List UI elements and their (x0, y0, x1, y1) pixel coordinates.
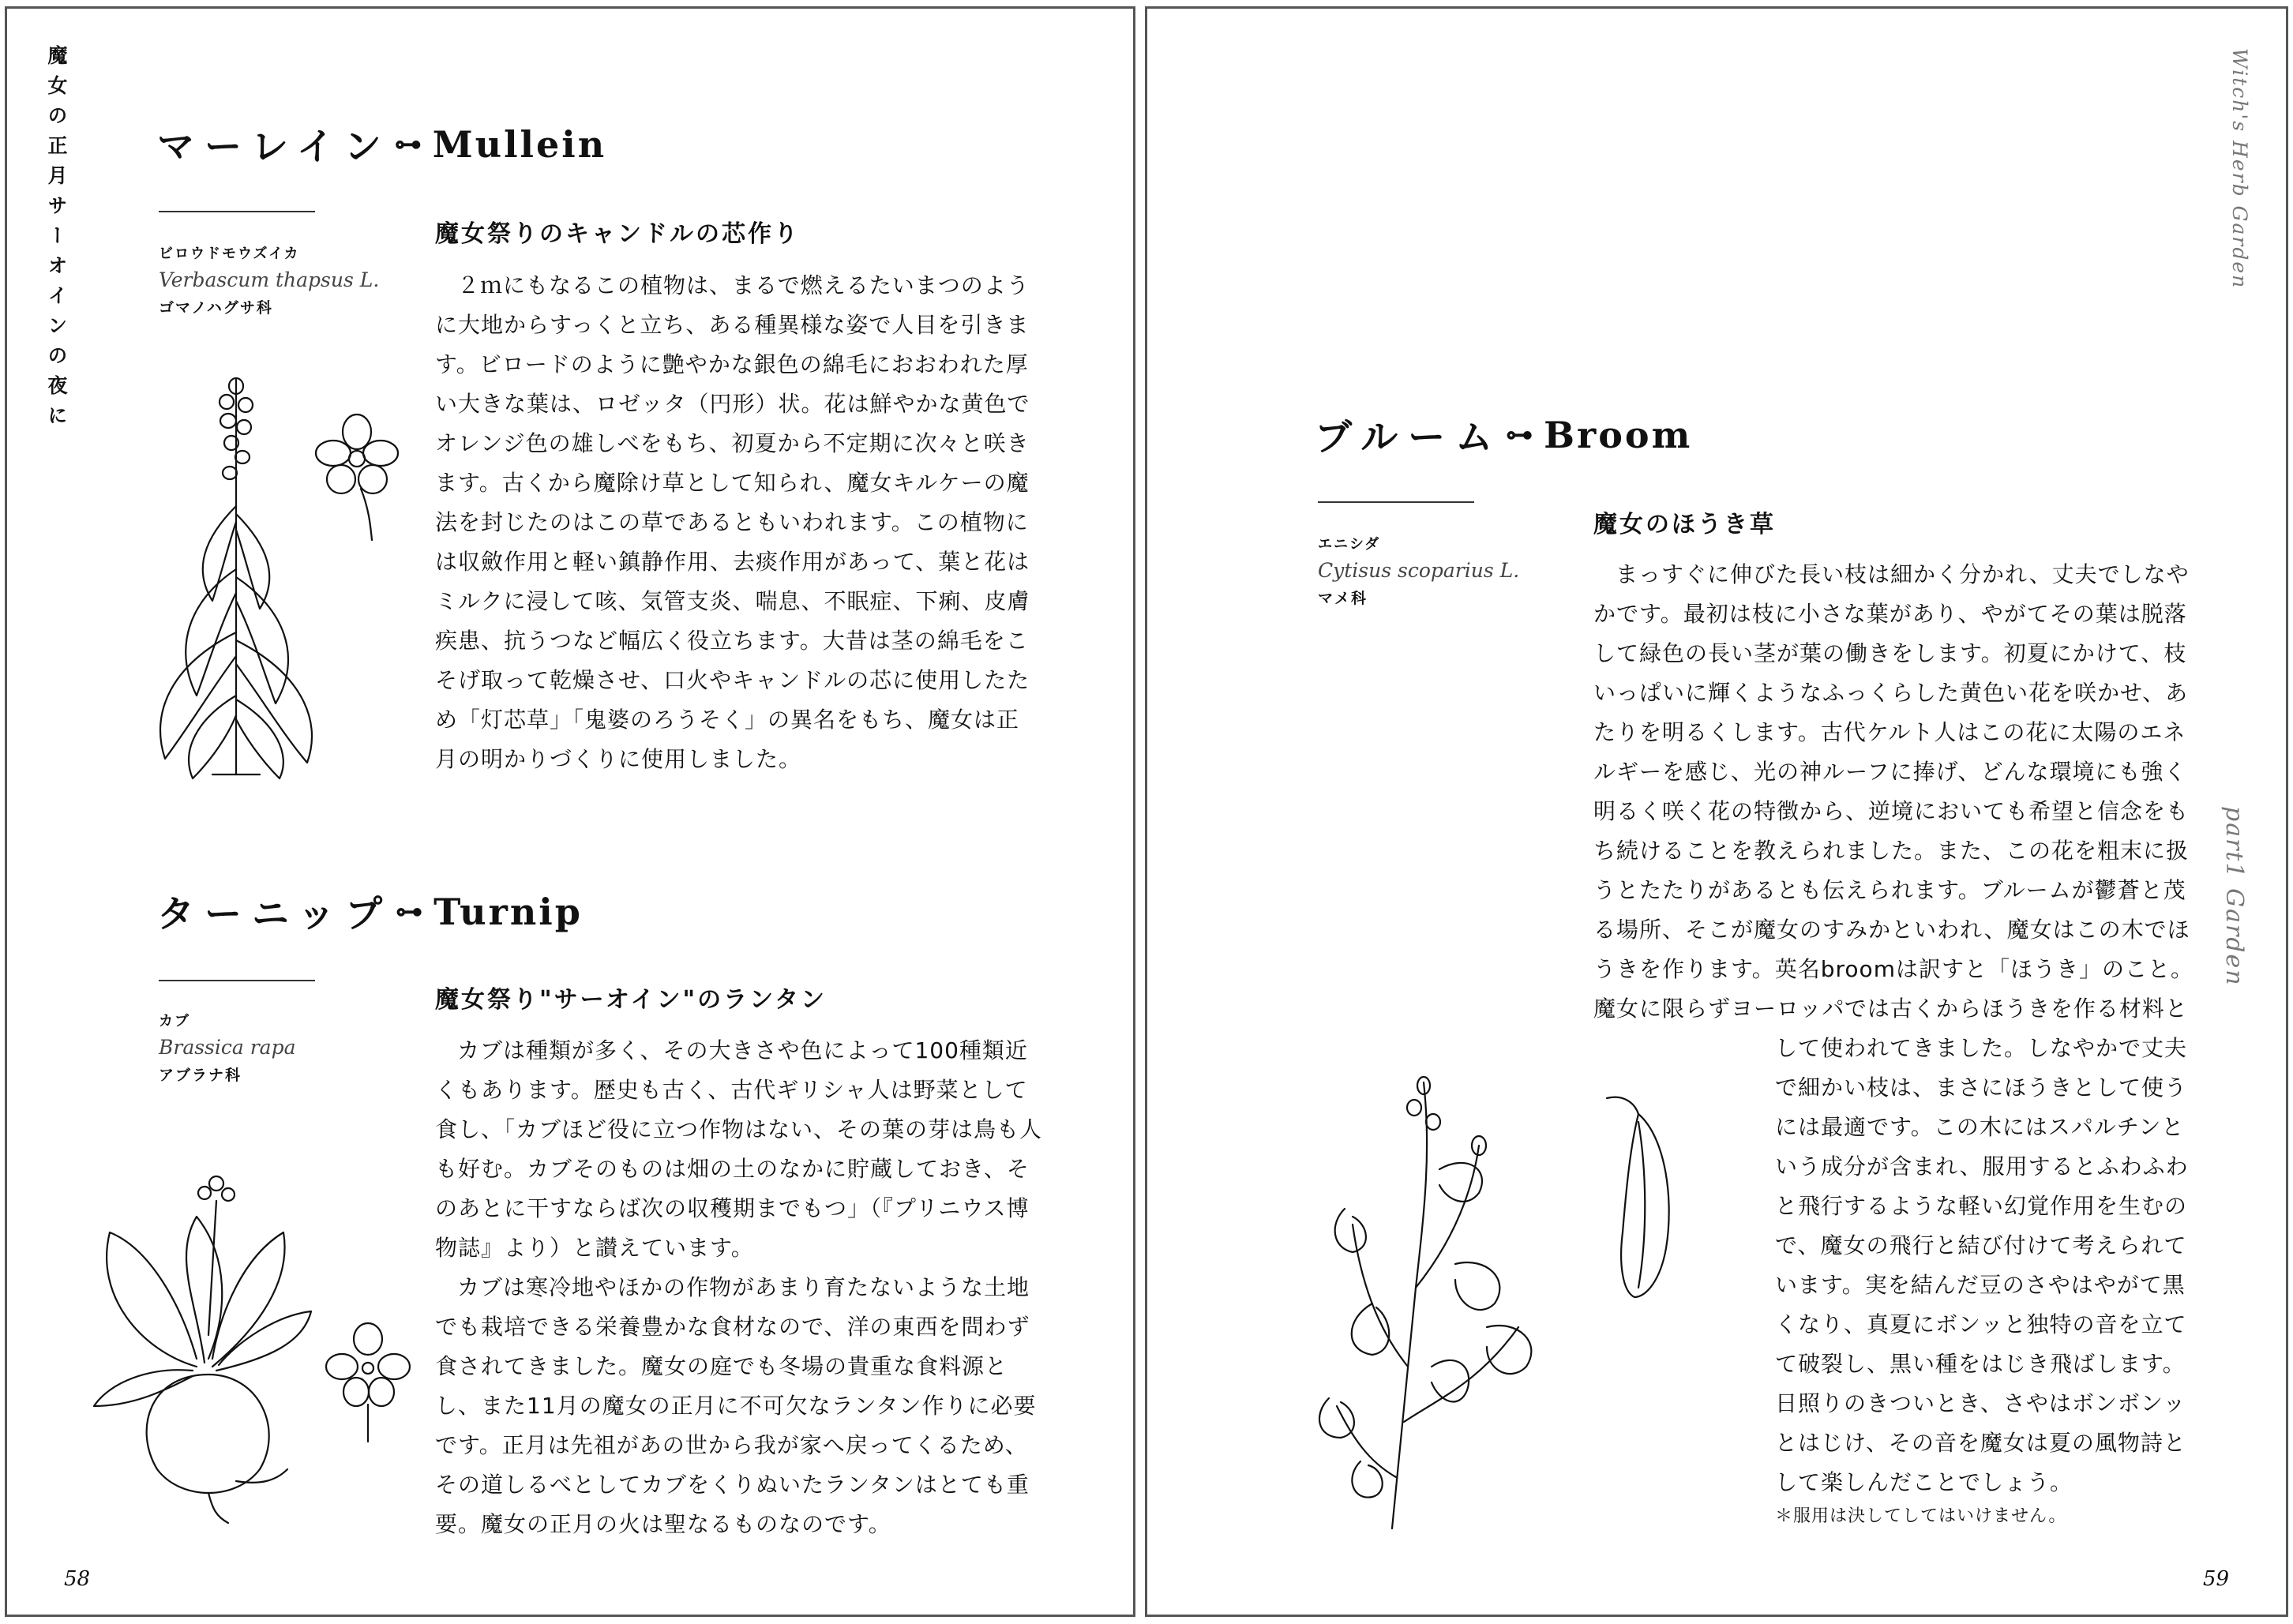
running-header-script: Witch's Herb Garden (2228, 48, 2251, 290)
broom-sidebar (1318, 533, 1520, 608)
turnip-body (435, 1031, 1043, 1544)
broom-family: マメ科 (1318, 590, 1368, 607)
broom-paragraph-bottom: して使われてきました。しなやかで丈夫で細かい枝は、まさにほうきとして使うには最適です。この木にはスパルチンという成分が含まれ、服用するとふわふわと飛行するような軽い幻覚作用を生むので、魔女の飛行と結び付けて考えられています。実を結んだ豆のさやはやがて黒くなり、真夏にボンッと独特の音を立てて破裂し、黒い種をはじき飛ばします。日照りのきついとき、さやはボンボンッとはじけ、その音を魔女は夏の風物詩として楽しんだことでしょう。 (1775, 1035, 2189, 1495)
page-number-left: 58 (64, 1567, 91, 1591)
mullein-body (435, 266, 1032, 779)
ornament-separator-icon: ⊶ (396, 895, 423, 928)
turnip-flower-illustration (325, 1319, 411, 1446)
broom-title (1315, 408, 1692, 461)
broom-japanese-name: エニシダ (1318, 536, 1381, 553)
broom-body-bottom (1775, 1029, 2194, 1502)
turnip-subtitle: 魔女祭り"サーオイン"のランタン (435, 986, 827, 1014)
mullein-paragraph: ２ｍにもなるこの植物は、まるで燃えるたいまつのように大地からすっくと立ち、ある種異様な姿で人目を引きます。ビロードのように艶やかな銀色の綿毛におおわれた厚い大きな葉は、ロゼッタ（円形）状。花は鮮やかな黄色でオレンジ色の雄しべをもち、初夏から不定期に次々と咲きます。古くから魔除け草として知られ、魔女キルケーの魔法を封じたのはこの草であるともいわれます。この植物には収斂作用と軽い鎮静作用、去痰作用があって、葉と花はミルクに浸して咳、気管支炎、喘息、不眠症、下痢、皮膚疾患、抗うつなど幅広く役立ちます。大昔は茎の綿毛をこそげ取って乾燥させ、口火やキャンドルの芯に使用したため「灯芯草」「鬼婆のろうそく」の異名をもち、魔女は正月の明かりづくりに使用しました。 (435, 272, 1030, 772)
ornament-separator-icon: ⊶ (394, 128, 422, 160)
broom-seed-pod-illustration (1599, 1090, 1678, 1303)
broom-paragraph-top: まっすぐに伸びた長い枝は細かく分かれ、丈夫でしなやかです。最初は枝に小さな葉があり、やがてその葉は脱落して緑色の長い茎が葉の働きをします。初夏にかけて、枝いっぱいに輝くようなふっくらした黄色い花を咲かせ、あたりを明るくします。古代ケルト人はこの花に太陽のエネルギーを感じ、光の神ルーフに捧げ、どんな環境にも強く明るく咲く花の特徴から、逆境においても希望と信念をもち続けることを教えられました。また、この花を粗末に扱うとたたりがあるとも伝えられます。ブルームが鬱蒼と茂る場所、そこが魔女のすみかといわれ、魔女はこの木でほうきを作ります。英名broomは訳すと「ほうき」のこと。魔女に限らずヨーロッパでは古くからほうきを作る材料と (1593, 561, 2194, 1022)
mullein-title (157, 118, 606, 171)
part-label-script: part1 Garden (2220, 806, 2248, 987)
broom-rule (1318, 501, 1474, 503)
mullein-latin-name: Verbascum thapsus L. (159, 268, 380, 291)
turnip-title (157, 885, 583, 938)
ornament-separator-icon: ⊶ (1506, 418, 1533, 451)
turnip-title-en: Turnip (433, 890, 583, 933)
broom-illustration (1297, 1067, 1558, 1532)
turnip-sidebar (159, 1010, 348, 1085)
turnip-japanese-name: カブ (159, 1013, 190, 1030)
mullein-rule (159, 211, 315, 212)
chapter-title: 魔女の正月サーオインの夜に (45, 45, 68, 435)
broom-title-jp: ブルーム (1315, 416, 1503, 459)
right-page (1145, 6, 2288, 1617)
broom-latin-name: Cytisus scoparius L. (1318, 559, 1520, 582)
broom-title-en: Broom (1544, 413, 1693, 456)
turnip-title-jp: ターニップ (157, 893, 393, 936)
turnip-latin-name: Brassica rapa (159, 1036, 296, 1059)
broom-body-top (1593, 555, 2194, 1029)
turnip-rule (159, 980, 315, 981)
mullein-sidebar (159, 242, 380, 317)
turnip-paragraph-1: カブは種類が多く、その大きさや色によって100種類近くもあります。歴史も古く、古代ギリシャ人は野菜として食し、「カブほど役に立つ作物はない、その葉の芽は鳥も人も好む。カブそのものは畑の土のなかに貯蔵しておき、そのあとに干すならば次の収穫期までもつ」（『プリニウス博物誌』より）と讃えています。 (435, 1037, 1043, 1261)
turnip-family: アブラナ科 (159, 1067, 242, 1084)
turnip-paragraph-2: カブは寒冷地やほかの作物があまり育たないような土地でも栽培できる栄養豊かな食材なので、洋の東西を問わず食されてきました。魔女の庭でも冬場の貴重な食料源とし、また11月の魔女の正月に不可欠なランタン作りに必要です。正月は先祖があの世から我が家へ戻ってくるため、その道しるべとしてカブをくりぬいたランタンはとても重要。魔女の正月の火は聖なるものなのです。 (435, 1274, 1037, 1537)
turnip-illustration (78, 1169, 315, 1525)
mullein-japanese-name: ビロウドモウズイカ (159, 246, 300, 262)
broom-subtitle: 魔女のほうき草 (1593, 511, 1776, 538)
mullein-subtitle: 魔女祭りのキャンドルの芯作り (435, 220, 800, 248)
mullein-flower-illustration (313, 410, 400, 544)
left-page (5, 6, 1135, 1617)
mullein-family: ゴマノハグサ科 (159, 299, 273, 317)
broom-caution-note: ＊服用は決してしてはいけません。 (1775, 1506, 2067, 1526)
mullein-title-jp: マーレイン (157, 126, 392, 169)
mullein-title-en: Mullein (432, 122, 607, 166)
page-number-right: 59 (2202, 1567, 2229, 1591)
